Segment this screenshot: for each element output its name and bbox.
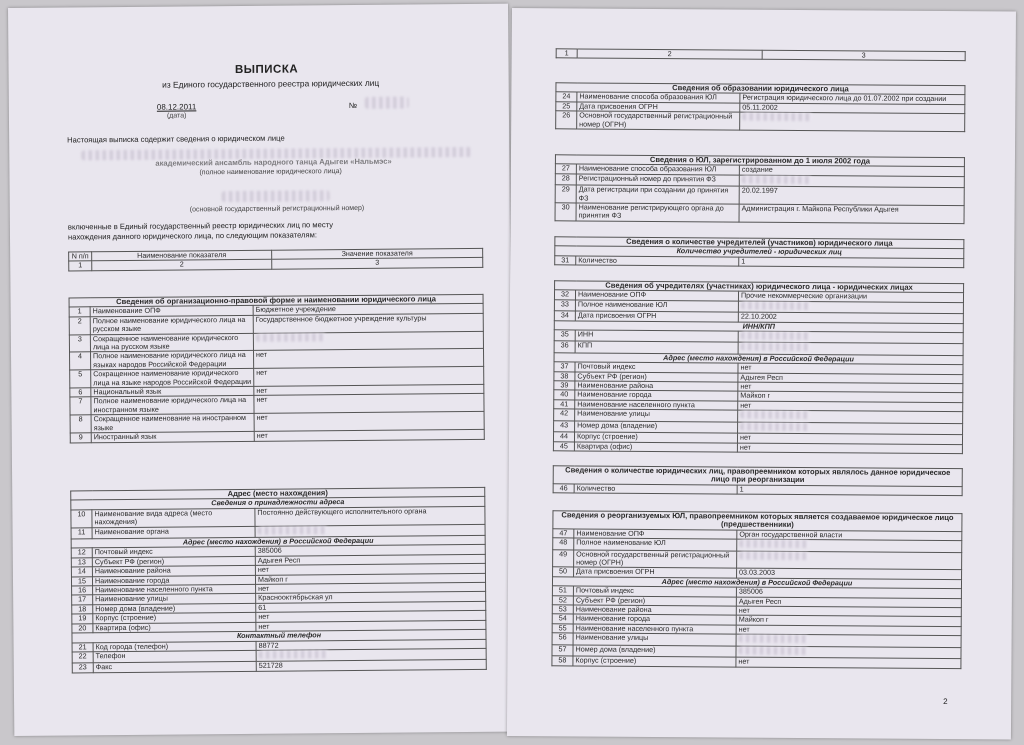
section-founders-count-title: Сведения о количестве учредителей (участников) юридического лица xyxy=(555,237,964,249)
date-caption: (дата) xyxy=(166,112,187,120)
header-num-3: 3 xyxy=(272,258,483,269)
row-indicator-value: нет xyxy=(738,363,963,374)
row-indicator-name: Наименование вида адреса (место нахождения) xyxy=(92,508,255,527)
row-number: 20 xyxy=(72,623,93,633)
row-indicator-name: Номер дома (владение) xyxy=(573,645,736,658)
row-indicator-value: нет xyxy=(254,349,484,369)
row-number: 9 xyxy=(70,433,91,443)
row-indicator-name: Квартира (офис) xyxy=(574,441,737,452)
row-indicator-name: Дата регистрации при создании до принятия ФЗ xyxy=(576,185,739,204)
section-predecessors-sub: Адрес (место нахождения) в Российской Федерации xyxy=(552,577,961,589)
row-number: 44 xyxy=(553,432,574,442)
row-indicator-value: Регистрация юридического лица до 01.07.2002 при создании xyxy=(740,93,965,104)
row-number: 35 xyxy=(554,330,575,342)
row-indicator-name: Сокращенное наименование юридического лица на русском языке xyxy=(90,333,253,352)
row-number: 32 xyxy=(554,290,575,300)
row-indicator-name: Основной государственный регистрационный номер (ОГРН) xyxy=(574,550,737,569)
left-page xyxy=(8,4,514,736)
row-indicator-name: Наименование города xyxy=(575,390,738,401)
row-number: 50 xyxy=(553,567,574,577)
row-indicator-name: Номер дома (владение) xyxy=(93,603,256,614)
row-indicator-name: Количество xyxy=(576,256,739,267)
redacted-value xyxy=(738,646,808,654)
document-date: 08.12.2011 xyxy=(156,102,197,112)
section-legal-form-rows xyxy=(69,304,484,443)
row-indicator-name: КПП xyxy=(575,341,738,354)
row-number: 41 xyxy=(554,400,575,410)
row-indicator-name: Наименование улицы xyxy=(575,409,738,422)
section-founders-table xyxy=(553,280,964,454)
section-formation-table xyxy=(555,82,965,132)
section-address-rows-b xyxy=(71,545,486,633)
number-label: № xyxy=(348,100,358,111)
redacted-value xyxy=(742,175,812,183)
section-predecessors-rows-b xyxy=(552,586,962,668)
row-indicator-name: Регистрационный номер до принятия ФЗ xyxy=(576,174,739,187)
row-number: 29 xyxy=(555,185,576,203)
row-indicator-name: Наименование улицы xyxy=(93,594,256,605)
row-indicator-name: Код города (телефон) xyxy=(93,641,256,652)
row-number: 3 xyxy=(69,334,90,352)
row-indicator-name: Наименование района xyxy=(575,381,738,392)
row-indicator-value: 385006 xyxy=(736,587,961,598)
row-number: 36 xyxy=(554,341,575,353)
row-indicator-value: Орган государственной власти xyxy=(737,530,962,541)
row-indicator-name: Корпус (строение) xyxy=(574,432,737,443)
row-number: 43 xyxy=(554,420,575,432)
section-formation-title: Сведения об образовании юридического лица xyxy=(556,83,965,95)
row-indicator-value: Прочие некоммерческие организации xyxy=(738,291,963,302)
row-number: 37 xyxy=(554,362,575,372)
row-indicator-name: Субъект РФ (регион) xyxy=(92,556,255,567)
row-indicator-value: нет xyxy=(254,412,484,432)
row-number: 58 xyxy=(552,656,573,666)
row-indicator-name: Почтовый индекс xyxy=(575,362,738,373)
row-indicator-name: Корпус (строение) xyxy=(93,613,256,624)
row-number: 30 xyxy=(555,203,576,221)
redacted-value xyxy=(741,343,811,351)
row-number: 24 xyxy=(556,92,577,102)
section-address-table xyxy=(70,487,487,673)
row-indicator-value: нет xyxy=(254,394,484,414)
row-indicator-value: Майкоп г xyxy=(255,573,485,584)
section-pre2002-title: Сведения о ЮЛ, зарегистрированном до 1 июля 2002 года xyxy=(555,155,964,167)
row-number: 6 xyxy=(70,388,91,398)
row-indicator-name: Сокращенное наименование на иностранном языке xyxy=(91,414,254,433)
row-indicator-value: Майкоп г xyxy=(736,616,961,627)
row-indicator-value xyxy=(737,551,962,570)
row-indicator-value: Адыгея Респ xyxy=(738,373,963,384)
section-founders-sub1: ИНН/КПП xyxy=(554,320,963,332)
row-indicator-value: 1 xyxy=(737,485,962,496)
row-number: 19 xyxy=(72,614,93,624)
row-number: 13 xyxy=(71,558,92,568)
row-indicator-name: Иностранный язык xyxy=(91,431,254,442)
row-indicator-name: Наименование способа образования ЮЛ xyxy=(577,92,740,103)
section-predecessors-rows-a xyxy=(553,529,962,580)
row-indicator-value xyxy=(738,422,963,435)
ogrn-caption: (основной государственный регистрационный номер) xyxy=(189,204,365,214)
header-col-name: Наименование показателя xyxy=(92,250,272,261)
row-number: 11 xyxy=(71,527,92,539)
included-text-2: нахождения данного юридического лица, по следующим показателям: xyxy=(67,230,317,242)
row-number: 12 xyxy=(71,548,92,558)
section-founders-title: Сведения об учредителях (участниках) юридического лица - юридических лицах xyxy=(555,281,964,293)
row-number: 33 xyxy=(554,300,575,312)
header-table xyxy=(68,248,483,271)
document-title: ВЫПИСКА xyxy=(234,63,299,77)
row-indicator-name: Национальный язык xyxy=(91,386,254,397)
section-address-title: Адрес (место нахождения) xyxy=(71,487,485,500)
row-number: 53 xyxy=(552,605,573,615)
row-indicator-name: Квартира (офис) xyxy=(93,622,256,633)
section-founders-rows-c xyxy=(553,362,963,454)
row-indicator-name: Номер дома (владение) xyxy=(575,421,738,434)
row-indicator-value: нет xyxy=(255,564,485,575)
row-indicator-value: Постоянно действующего исполнительного органа xyxy=(255,506,485,526)
redacted-number xyxy=(365,97,409,109)
row-indicator-name: Полное наименование юридического лица на русском языке xyxy=(90,315,253,334)
row-indicator-value: нет xyxy=(254,367,484,387)
row-indicator-name: Факс xyxy=(93,662,256,673)
row-number: 28 xyxy=(555,174,576,186)
section-phone-rows xyxy=(72,639,486,673)
row-indicator-name: Наименование района xyxy=(92,566,255,577)
section-predecessors-count-rows xyxy=(553,484,962,496)
row-indicator-name: Наименование района xyxy=(573,605,736,616)
header-col-num: N п/п xyxy=(69,252,92,262)
row-number: 55 xyxy=(552,624,573,634)
row-indicator-value: Адыгея Респ xyxy=(736,597,961,608)
row-indicator-name: Полное наименование ЮЛ xyxy=(574,538,737,551)
row-number: 51 xyxy=(552,586,573,596)
row-indicator-name: Полное наименование юридического лица на языках народов Российской Федерации xyxy=(91,351,254,370)
table-row xyxy=(552,656,961,668)
row-number: 47 xyxy=(553,529,574,539)
row-indicator-value xyxy=(253,331,483,351)
row-number: 21 xyxy=(72,642,93,652)
row-indicator-value: 88772 xyxy=(256,639,486,650)
intro-text: Настоящая выписка содержит сведения о юридическом лице xyxy=(67,133,285,145)
row-number: 2 xyxy=(69,317,90,335)
section-address-sub1: Сведения о принадлежности адреса xyxy=(71,497,485,510)
row-number: 46 xyxy=(553,484,574,494)
row-number: 45 xyxy=(553,441,574,451)
row-indicator-value: нет xyxy=(256,582,486,593)
row-number: 26 xyxy=(556,111,577,129)
row-number: 1 xyxy=(69,307,90,317)
section-legal-form-table xyxy=(69,294,485,443)
row-number: 27 xyxy=(555,164,576,174)
row-indicator-name: Наименование населенного пункта xyxy=(573,624,736,635)
row-indicator-name: Наименование населенного пункта xyxy=(575,400,738,411)
section-founders-count-rows xyxy=(555,256,964,268)
row-indicator-name: Наименование регистрирующего органа до принятия ФЗ xyxy=(576,203,739,222)
row-indicator-value: нет xyxy=(736,606,961,617)
redacted-value xyxy=(739,635,809,643)
row-number: 8 xyxy=(70,415,91,433)
row-indicator-name: Полное наименование юридического лица на иностранном языке xyxy=(91,396,254,415)
row-indicator-value: 22.10.2002 xyxy=(738,312,963,323)
row-indicator-value: нет xyxy=(254,384,484,395)
document-subtitle: из Единого государственного реестра юридических лиц xyxy=(162,77,380,90)
row-indicator-name: Наименование ОПФ xyxy=(90,306,253,317)
row-indicator-value: 385006 xyxy=(255,545,485,556)
row-indicator-value: Администрация г. Майкопа Республики Адыгея xyxy=(739,204,964,223)
redacted-value xyxy=(741,301,811,309)
row-number: 34 xyxy=(554,311,575,321)
row-indicator-name: Количество xyxy=(574,484,737,495)
row-number: 40 xyxy=(554,390,575,400)
row-indicator-value: 03.03.2003 xyxy=(737,569,962,580)
row-indicator-value: Майкоп г xyxy=(738,392,963,403)
section-pre2002-table xyxy=(555,154,965,224)
row-number: 39 xyxy=(554,381,575,391)
row-number: 5 xyxy=(70,370,91,388)
row-indicator-value: нет xyxy=(738,401,963,412)
row-number: 54 xyxy=(552,614,573,624)
row-indicator-value: создание xyxy=(739,165,964,176)
section-address-rows-a xyxy=(71,506,485,539)
row-indicator-name: Основной государственный регистрационный номер (ОГРН) xyxy=(577,111,740,130)
header-num-1: 1 xyxy=(69,261,92,271)
row-indicator-value: нет xyxy=(256,620,486,631)
org-name-partial: академический ансамбль народного танца Адыгеи «Нальмэс» xyxy=(155,156,392,168)
section-founders-rows-b xyxy=(554,330,963,356)
row-number: 31 xyxy=(555,256,576,266)
row-indicator-value: Государственное бюджетное учреждение культуры xyxy=(253,313,483,333)
right-page xyxy=(507,8,1016,740)
row-indicator-value xyxy=(736,646,961,659)
redacted-value xyxy=(256,333,326,342)
redacted-value xyxy=(740,411,810,419)
top-col-1: 1 xyxy=(556,49,577,59)
page-number: 2 xyxy=(943,697,948,707)
section-founders-sub2: Адрес (место нахождения) в Российской Федерации xyxy=(554,353,963,365)
table-row xyxy=(555,203,964,224)
section-predecessors-table xyxy=(551,510,962,668)
row-indicator-value: нет xyxy=(738,382,963,393)
row-indicator-name: Наименование органа xyxy=(92,526,255,539)
row-indicator-value: Краснооктябрьская ул xyxy=(256,592,486,603)
table-row xyxy=(553,484,962,496)
redacted-value xyxy=(259,650,329,659)
section-formation-rows xyxy=(556,92,965,131)
row-number: 22 xyxy=(72,652,93,664)
top-col-2: 2 xyxy=(577,49,762,60)
row-indicator-name: Наименование населенного пункта xyxy=(93,584,256,595)
row-indicator-value: Адыгея Респ xyxy=(255,554,485,565)
org-name-caption: (полное наименование юридического лица) xyxy=(199,168,342,177)
section-pre2002-rows xyxy=(555,164,964,223)
table-row xyxy=(70,429,484,442)
row-number: 10 xyxy=(71,510,92,528)
section-founders-count-sub: Количество учредителей - юридических лиц xyxy=(555,246,964,258)
row-indicator-name: Сокращенное наименование юридического лица на языке народов Российской Федерации xyxy=(91,369,254,388)
row-indicator-name: Наименование ОПФ xyxy=(575,290,738,301)
row-indicator-value: нет xyxy=(254,429,484,440)
row-number: 49 xyxy=(553,549,574,567)
row-indicator-value: Бюджетное учреждение xyxy=(253,304,483,315)
row-indicator-value: нет xyxy=(256,611,486,622)
row-indicator-name: Наименование улицы xyxy=(573,633,736,646)
top-col-3: 3 xyxy=(762,50,965,61)
row-number: 14 xyxy=(71,567,92,577)
row-number: 7 xyxy=(70,397,91,415)
table-row xyxy=(555,256,964,268)
row-indicator-name: Дата присвоения ОГРН xyxy=(575,311,738,322)
row-number: 15 xyxy=(71,576,92,586)
row-number: 48 xyxy=(553,538,574,550)
row-indicator-value: нет xyxy=(736,625,961,636)
section-legal-form-title: Сведения об организационно-правовой форме и наименовании юридического лица xyxy=(69,294,483,307)
row-indicator-value xyxy=(738,331,963,344)
row-indicator-name: Субъект РФ (регион) xyxy=(575,372,738,383)
row-indicator-value xyxy=(738,410,963,423)
row-number: 52 xyxy=(552,595,573,605)
section-phone-sub: Контактный телефон xyxy=(72,629,486,642)
section-predecessors-count-title: Сведения о количестве юридических лиц, правопреемником которых являлось данное юридическое лицо при реорганизации xyxy=(553,466,962,487)
row-indicator-value xyxy=(736,634,961,647)
row-indicator-value: 20.02.1997 xyxy=(739,186,964,205)
row-number: 16 xyxy=(72,586,93,596)
row-indicator-name: Почтовый индекс xyxy=(92,547,255,558)
row-number: 4 xyxy=(70,352,91,370)
redacted-value xyxy=(740,422,810,430)
row-indicator-value: 1 xyxy=(739,257,964,268)
row-indicator-name: Почтовый индекс xyxy=(573,586,736,597)
section-predecessors-title: Сведения о реорганизуемых ЮЛ, правопреемником которых является создаваемое юридическое лицо (предшественники) xyxy=(553,511,962,532)
row-indicator-name: Корпус (строение) xyxy=(573,656,736,667)
row-indicator-name: Наименование города xyxy=(573,614,736,625)
header-col-value: Значение показателя xyxy=(272,248,483,259)
row-indicator-value: 05.11.2002 xyxy=(740,103,965,114)
row-number: 38 xyxy=(554,371,575,381)
section-founders-rows-a xyxy=(554,290,963,323)
row-indicator-value: 521728 xyxy=(256,660,486,671)
row-number: 25 xyxy=(556,102,577,112)
row-indicator-name: Наименование города xyxy=(92,575,255,586)
row-indicator-name: Субъект РФ (регион) xyxy=(573,596,736,607)
table-row xyxy=(556,111,965,132)
section-founders-count-table xyxy=(554,236,964,268)
redacted-value xyxy=(742,113,812,121)
row-number: 56 xyxy=(552,633,573,645)
redacted-ogrn xyxy=(222,190,330,202)
table-row xyxy=(553,441,962,453)
redacted-value xyxy=(741,332,811,340)
row-indicator-value: нет xyxy=(736,657,961,668)
row-number: 23 xyxy=(72,663,93,673)
row-indicator-value: нет xyxy=(737,433,962,444)
row-indicator-value xyxy=(737,539,962,552)
row-indicator-name: Дата присвоения ОГРН xyxy=(574,567,737,578)
row-indicator-name: Телефон xyxy=(93,650,256,663)
row-number: 57 xyxy=(552,644,573,656)
redacted-value xyxy=(258,526,328,535)
top-number-row xyxy=(556,48,966,61)
row-number: 17 xyxy=(72,595,93,605)
row-indicator-name: ИНН xyxy=(575,330,738,343)
row-number: 42 xyxy=(554,409,575,421)
row-indicator-value: нет xyxy=(737,443,962,454)
header-num-2: 2 xyxy=(92,260,272,271)
row-indicator-name: Дата присвоения ОГРН xyxy=(577,102,740,113)
section-predecessors-count-table xyxy=(553,465,963,496)
section-address-sub2: Адрес (место нахождения) в Российской Федерации xyxy=(71,535,485,548)
row-indicator-value: 61 xyxy=(256,601,486,612)
included-text-1: включенные в Единый государственный реестр юридических лиц по месту xyxy=(67,220,334,232)
row-indicator-name: Наименование ОПФ xyxy=(574,529,737,540)
row-number: 18 xyxy=(72,605,93,615)
row-indicator-value xyxy=(740,112,965,131)
row-indicator-name: Полное наименование ЮЛ xyxy=(575,300,738,313)
redacted-value xyxy=(739,540,809,548)
row-indicator-name: Наименование способа образования ЮЛ xyxy=(576,164,739,175)
redacted-value xyxy=(739,551,809,559)
